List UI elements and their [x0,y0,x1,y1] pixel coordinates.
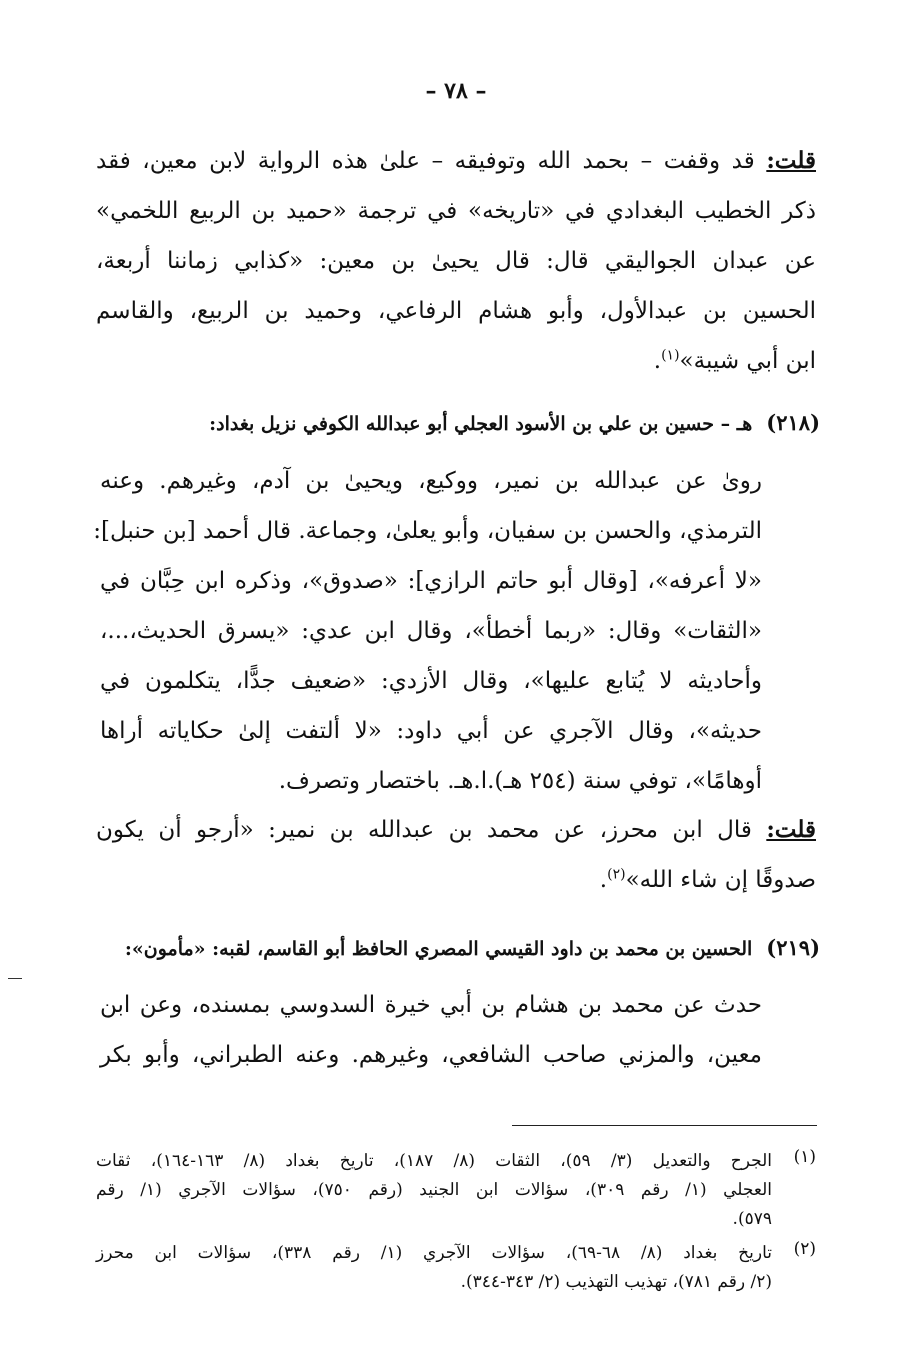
footnote-2 [96,1239,772,1297]
paragraph-qult-1 [96,136,816,386]
text-line: حديثه»، وقال الآجري عن أبي داود: «لا ألتفت إلىٰ حكاياته أراها [100,718,762,744]
text-line: معين، والمزني صاحب الشافعي، وغيرهم. وعنه الطبراني، وأبو بكر [100,1042,762,1068]
footnote-rule [512,1125,817,1126]
text-line: ذكر الخطيب البغدادي في «تاريخه» في ترجمة «حميد بن الربيع اللخمي» [96,198,816,224]
footnote-number: (١) [793,1147,816,1167]
entry-number: (٢١٨) [766,410,820,435]
footnote-number: (٢) [793,1239,816,1259]
qult-label: قلت: [766,147,816,174]
text-line: قلت: قال ابن محرز، عن محمد بن عبدالله بن نمير: «أرجو أن يكون [96,816,816,843]
footnote-line: ٥٧٩). [732,1209,772,1229]
entry-title: هـ – حسين بن علي بن الأسود العجلي أبو عبدالله الكوفي نزيل بغداد: [209,413,753,435]
text-line: «الثقات» وقال: «ربما أخطأ»، وقال ابن عدي: «يسرق الحديث،...، [100,618,762,644]
text-line: «لا أعرفه»، [وقال أبو حاتم الرازي]: «صدوق»، وذكره ابن حِبَّان في [100,568,762,594]
margin-mark [8,978,22,979]
text-line: روىٰ عن عبدالله بن نمير، ووكيع، ويحيىٰ بن آدم، وغيرهم. وعنه [100,468,762,494]
qult-label: قلت: [766,816,816,843]
text-line: وأحاديثه لا يُتابع عليها»، وقال الأزدي: «ضعيف جدًّا، يتكلمون في [100,668,762,694]
entry-219-body [100,980,762,1080]
text-line: أوهامًا»، توفي سنة (٢٥٤ هـ).ا.هـ. باختصار وتصرف. [278,768,762,794]
paragraph-qult-2 [96,805,816,905]
footnote-line: العجلي (١/ رقم ٣٠٩)، سؤالات ابن الجنيد (رقم ٧٥٠)، سؤالات الآجري (١/ رقم [96,1180,773,1200]
footnote-line: (٢/ رقم ٧٨١)، تهذيب التهذيب (٢/ ٣٤٣-٣٤٤). [460,1272,772,1292]
entry-number: (٢١٩) [766,935,820,960]
footnote-line: الجرح والتعديل (٣/ ٥٩)، الثقات (٨/ ١٨٧)، تاريخ بغداد (٨/ ١٦٣-١٦٤)، ثقات [96,1151,773,1171]
footnote-1 [96,1147,772,1234]
entry-heading-218 [209,410,820,435]
page-number: – ٧٨ – [425,78,487,104]
text-line: حدث عن محمد بن هشام بن أبي خيرة السدوسي بمسنده، وعن ابن [100,992,762,1018]
text-line: الترمذي، والحسن بن سفيان، وأبو يعلىٰ، وجماعة. قال أحمد [بن حنبل]: [93,518,762,544]
footnote-ref: (٢) [607,866,626,883]
footnote-line: تاريخ بغداد (٨/ ٦٨-٦٩)، سؤالات الآجري (١/ رقم ٣٣٨)، سؤالات ابن محرز [96,1243,773,1263]
text-line: عن عبدان الجواليقي قال: قال يحيىٰ بن معين: «كذابي زماننا أربعة، [96,248,816,274]
text-line: صدوقًا إن شاء الله»$^{(٢)}$. [599,866,816,893]
footnote-ref: (١) [661,347,680,364]
entry-218-body [93,456,762,806]
text-line: قلت: قد وقفت – بحمد الله وتوفيقه – علىٰ هذه الرواية لابن معين، فقد [96,147,816,174]
text-line: ابن أبي شيبة»$^{(١)}$. [653,347,816,374]
text-line: الحسين بن عبدالأول، وأبو هشام الرفاعي، وحميد بن الربيع، والقاسم [96,298,816,324]
entry-heading-219 [125,935,820,960]
entry-title: الحسين بن محمد بن داود القيسي المصري الحافظ أبو القاسم، لقبه: «مأمون»: [124,938,753,960]
